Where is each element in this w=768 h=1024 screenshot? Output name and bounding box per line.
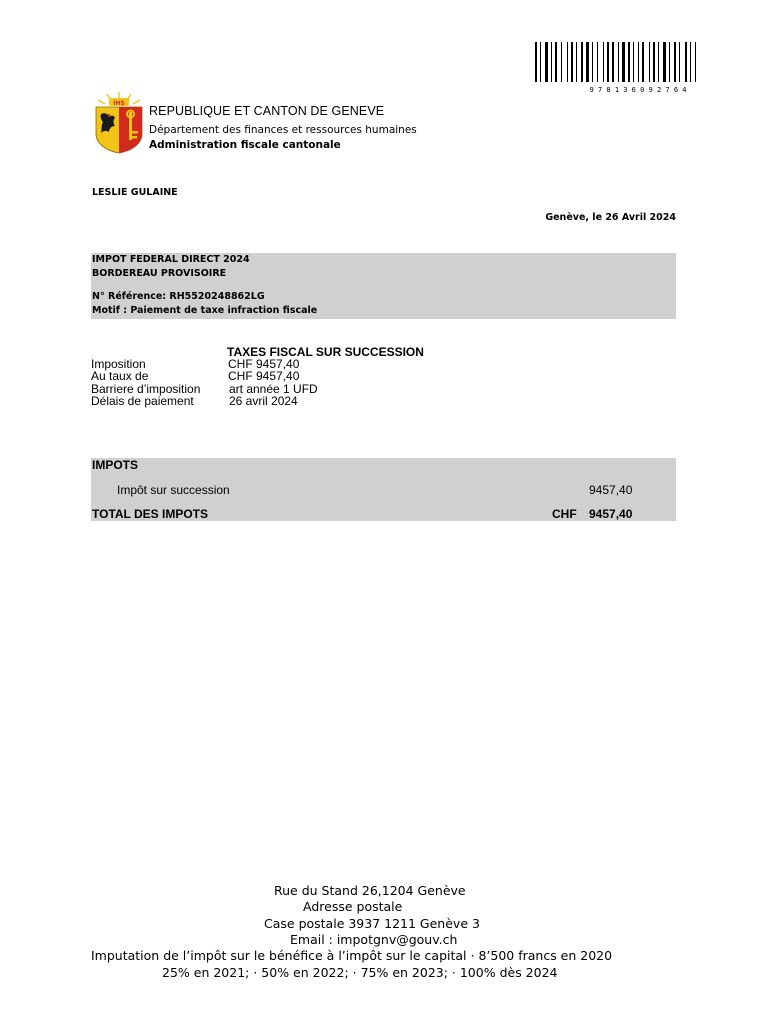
barcode-bar — [679, 42, 680, 82]
footer-address: Rue du Stand 26,1204 Genève — [274, 883, 466, 898]
barcode-bar — [597, 42, 598, 82]
barcode — [533, 42, 743, 94]
department-name: Département des finances et ressources humaines — [149, 124, 417, 136]
impots-heading: IMPOTS — [92, 458, 139, 472]
total-value: 9457,40 — [589, 507, 633, 521]
barcode-bar — [535, 42, 537, 82]
barcode-bar — [571, 42, 573, 82]
barcode-bar — [663, 42, 666, 82]
total-label: TOTAL DES IMPOTS — [92, 507, 209, 521]
tax-details-title: TAXES FISCAL SUR SUCCESSION — [227, 345, 424, 359]
impot-item-label: Impôt sur succession — [117, 483, 230, 497]
barcode-bar — [695, 42, 696, 82]
tax-row-label: Barriere d’imposition — [91, 382, 201, 396]
reference-subtitle: BORDEREAU PROVISOIRE — [92, 268, 227, 279]
barcode-bar — [545, 42, 548, 82]
barcode-bar — [638, 42, 639, 82]
footer-email: Email : impotgnv@gouv.ch — [290, 932, 458, 947]
reference-title: IMPOT FEDERAL DIRECT 2024 — [92, 254, 250, 265]
barcode-bar — [622, 42, 625, 82]
impot-item-value: 9457,40 — [589, 483, 633, 497]
barcode-bar — [555, 42, 557, 82]
barcode-bar — [674, 42, 676, 82]
reference-box — [91, 253, 676, 319]
tax-row-value: CHF 9457,40 — [228, 357, 300, 371]
svg-text:IHS: IHS — [113, 100, 125, 107]
barcode-bar — [540, 42, 541, 82]
tax-row-value: CHF 9457,40 — [228, 369, 300, 383]
barcode-bar — [658, 42, 659, 82]
reference-number: N° Référence: RH5520248862LG — [92, 291, 265, 302]
barcode-bar — [561, 42, 562, 82]
footer-postal-label: Adresse postale — [303, 899, 403, 914]
tax-row-value: art année 1 UFD — [229, 382, 318, 396]
barcode-bar — [633, 42, 634, 82]
barcode-graphic — [533, 42, 743, 94]
barcode-bar — [581, 42, 583, 82]
administration-name: Administration fiscale cantonale — [149, 139, 341, 151]
total-currency: CHF — [552, 507, 577, 521]
barcode-bar — [603, 42, 604, 82]
footer-postal-box: Case postale 3937 1211 Genève 3 — [264, 916, 480, 931]
impots-box — [91, 458, 676, 521]
barcode-bar — [586, 42, 589, 82]
barcode-digits: 9 7 8 1 3 6 0 9 2 7 6 4 — [589, 86, 687, 94]
barcode-bar — [618, 42, 619, 82]
barcode-bar — [551, 42, 552, 82]
barcode-bar — [685, 42, 687, 82]
barcode-bar — [592, 42, 593, 82]
tax-row-label: Imposition — [91, 357, 146, 371]
geneva-coat-of-arms-icon — [93, 90, 145, 154]
barcode-bar — [642, 42, 644, 82]
barcode-bar — [669, 42, 670, 82]
republic-title: REPUBLIQUE ET CANTON DE GENEVE — [149, 104, 385, 118]
reference-motif: Motif : Paiement de taxe infraction fiscale — [92, 305, 318, 316]
barcode-bar — [649, 42, 650, 82]
footer-imputation: Imputation de l’impôt sur le bénéfice à l’impôt sur le capital · 8’500 francs en 2020 — [91, 948, 613, 963]
tax-row-value: 26 avril 2024 — [229, 394, 298, 408]
recipient-name: LESLIE GULAINE — [92, 187, 178, 198]
barcode-bar — [612, 42, 614, 82]
barcode-bar — [567, 42, 568, 82]
barcode-bar — [607, 42, 609, 82]
document-date: Genève, le 26 Avril 2024 — [545, 212, 676, 223]
footer-rates: 25% en 2021; · 50% en 2022; · 75% en 2023; · 100% dès 2024 — [162, 965, 558, 980]
tax-row-label: Au taux de — [91, 369, 149, 383]
barcode-bar — [628, 42, 630, 82]
barcode-bar — [690, 42, 691, 82]
tax-row-label: Délais de paiement — [91, 394, 194, 408]
barcode-bar — [576, 42, 577, 82]
barcode-bar — [653, 42, 655, 82]
